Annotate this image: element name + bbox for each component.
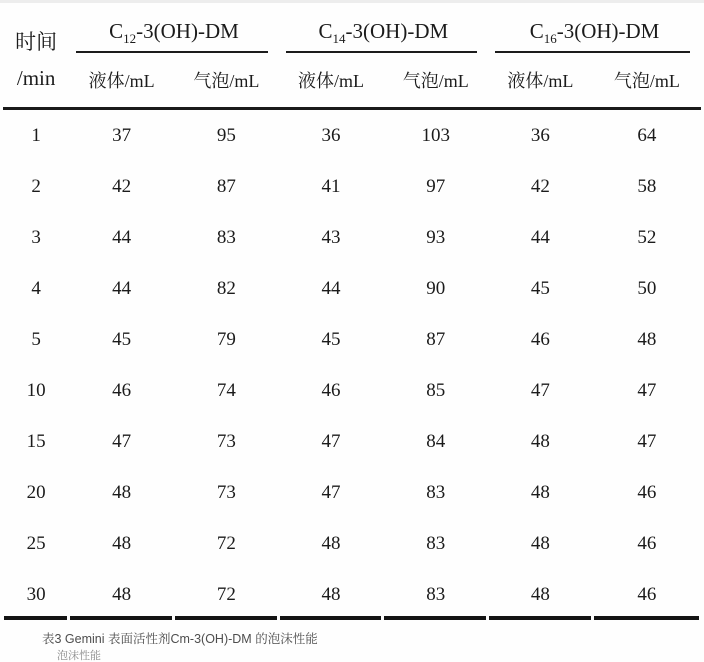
table-row: [3, 569, 701, 620]
c12-gas-cell: 95: [216, 124, 236, 146]
group-label-suffix: -3(OH)-DM: [556, 18, 660, 43]
c16-liquid-cell: 45: [530, 277, 550, 299]
c12-liquid-cell: 46: [112, 379, 132, 401]
c14-liquid-cell: 36: [321, 124, 341, 146]
group-label: C: [109, 18, 124, 43]
c14-liquid-cell: 45: [321, 328, 341, 350]
c12-gas-cell: 79: [216, 328, 236, 350]
c16-gas-cell: 50: [637, 277, 657, 299]
time-header-line1: 时间: [15, 29, 58, 54]
c16-gas-cell: 46: [593, 569, 701, 620]
c16-liquid-cell: 48: [530, 430, 550, 452]
c12-gas-cell: 83: [216, 226, 236, 248]
c16-gas-cell: 48: [637, 328, 657, 350]
subheader-liquid-c16: 液体/mL: [488, 53, 593, 109]
c12-liquid-cell: 48: [69, 569, 174, 620]
c16-gas-cell: 47: [637, 379, 657, 401]
table-row: [3, 518, 701, 569]
c14-liquid-cell: 46: [321, 379, 341, 401]
table-caption: 表3 Gemini 表面活性剂Cm-3(OH)-DM 的泡沫性能: [42, 632, 318, 646]
time-cell: 1: [31, 124, 41, 146]
subheader-row: [3, 53, 701, 109]
c12-liquid-cell: 45: [112, 328, 132, 350]
c12-liquid-cell: 44: [112, 226, 132, 248]
time-cell: 4: [31, 277, 41, 299]
table-row: [3, 263, 701, 314]
c14-liquid-cell: 43: [321, 226, 341, 248]
group-header-c14: [279, 9, 488, 53]
c16-gas-cell: 64: [637, 124, 657, 146]
c16-gas-cell: 46: [637, 481, 657, 503]
c12-gas-cell: 74: [216, 379, 236, 401]
c12-liquid-cell: 42: [112, 175, 132, 197]
c12-liquid-cell: 37: [112, 124, 132, 146]
time-column-header: [3, 9, 69, 109]
subheader-gas-c12: 气泡/mL: [174, 53, 279, 109]
table-row: [3, 212, 701, 263]
table-row: [3, 365, 701, 416]
subheader-liquid-c14: 液体/mL: [279, 53, 384, 109]
c14-liquid-cell: 41: [321, 175, 341, 197]
c12-liquid-cell: 44: [112, 277, 132, 299]
c14-gas-cell: 90: [426, 277, 446, 299]
c16-liquid-cell: 48: [530, 532, 550, 554]
c16-liquid-cell: 46: [530, 328, 550, 350]
c16-liquid-cell: 48: [488, 569, 593, 620]
c14-gas-cell: 83: [383, 569, 488, 620]
group-subscript: 14: [332, 30, 346, 46]
time-cell: 10: [26, 379, 46, 401]
c14-gas-cell: 103: [421, 124, 450, 146]
c12-gas-cell: 87: [216, 175, 236, 197]
c16-liquid-cell: 44: [530, 226, 550, 248]
subheader-gas-c14: 气泡/mL: [383, 53, 488, 109]
c14-gas-cell: 85: [426, 379, 446, 401]
c16-liquid-cell: 48: [530, 481, 550, 503]
subheader-gas-c16: 气泡/mL: [593, 53, 701, 109]
time-cell: 25: [26, 532, 46, 554]
c14-gas-cell: 83: [426, 481, 446, 503]
c16-liquid-cell: 42: [530, 175, 550, 197]
c16-liquid-cell: 36: [530, 124, 550, 146]
table-row: [3, 416, 701, 467]
group-label-suffix: -3(OH)-DM: [345, 18, 449, 43]
table-row: [3, 314, 701, 365]
subheader-liquid-c12: 液体/mL: [69, 53, 174, 109]
c12-liquid-cell: 48: [112, 532, 132, 554]
time-cell: 20: [26, 481, 46, 503]
table-body: [3, 109, 701, 621]
c14-liquid-cell: 47: [321, 481, 341, 503]
time-cell: 30: [3, 569, 69, 620]
time-cell: 15: [26, 430, 46, 452]
foam-performance-table: [3, 9, 701, 620]
clipped-text-fragment: 泡沫性能: [57, 650, 101, 662]
c16-gas-cell: 47: [637, 430, 657, 452]
c14-gas-cell: 83: [426, 532, 446, 554]
time-cell: 5: [31, 328, 41, 350]
c14-gas-cell: 93: [426, 226, 446, 248]
c14-liquid-cell: 47: [321, 430, 341, 452]
table-row: [3, 109, 701, 162]
time-cell: 2: [31, 175, 41, 197]
c16-gas-cell: 58: [637, 175, 657, 197]
c14-gas-cell: 87: [426, 328, 446, 350]
group-header-c12: [69, 9, 278, 53]
time-cell: 3: [31, 226, 41, 248]
group-subscript: 16: [543, 30, 557, 46]
c14-liquid-cell: 48: [279, 569, 384, 620]
group-label: C: [529, 18, 544, 43]
c12-gas-cell: 72: [174, 569, 279, 620]
c16-gas-cell: 46: [637, 532, 657, 554]
c12-gas-cell: 73: [216, 481, 236, 503]
group-header-c16: [488, 9, 701, 53]
group-label-suffix: -3(OH)-DM: [136, 18, 239, 43]
c14-gas-cell: 97: [426, 175, 446, 197]
group-header-row: [3, 9, 701, 53]
c12-gas-cell: 82: [216, 277, 236, 299]
table-row: [3, 467, 701, 518]
c12-gas-cell: 73: [216, 430, 236, 452]
table-row: [3, 161, 701, 212]
c12-gas-cell: 72: [216, 532, 236, 554]
c12-liquid-cell: 48: [112, 481, 132, 503]
c16-gas-cell: 52: [637, 226, 657, 248]
c14-liquid-cell: 44: [321, 277, 341, 299]
group-subscript: 12: [123, 30, 137, 46]
c12-liquid-cell: 47: [112, 430, 132, 452]
c14-liquid-cell: 48: [321, 532, 341, 554]
time-header-line2: /min: [16, 65, 56, 90]
c14-gas-cell: 84: [426, 430, 446, 452]
group-label: C: [318, 18, 333, 43]
c16-liquid-cell: 47: [530, 379, 550, 401]
